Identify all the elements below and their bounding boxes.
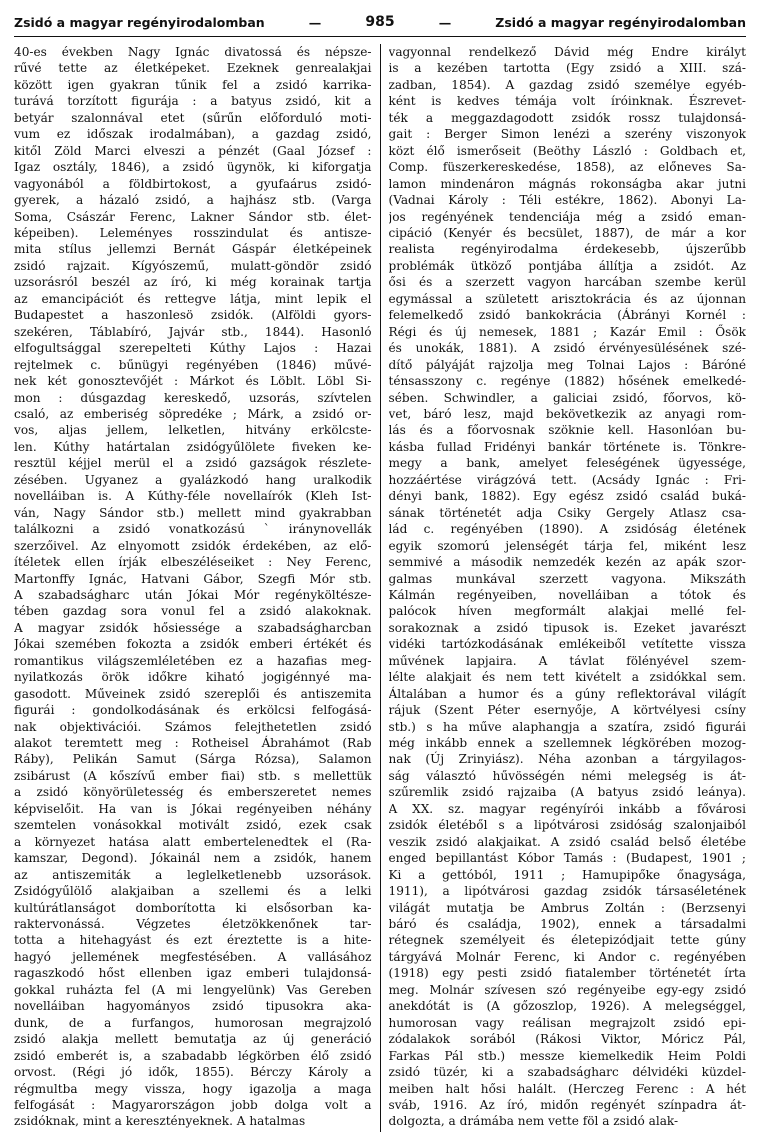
text-line: Zsidógyűlölő alakjaiban a szellemi és a lelki — [14, 884, 372, 899]
text-line: alakot teremtett meg : Rotheisel Ábrahámot (Rab — [14, 736, 372, 751]
text-line: művének lapjaira. A távlat fölényével szem- — [388, 653, 746, 668]
text-line: semmivé a második nemzedék kezén az apák szor- — [388, 555, 746, 570]
text-line: len. Kúthy határtalan zsidógyűlölete fiveken ke- — [14, 439, 372, 454]
text-line: totta a hitehagyást és ezt éreztette is a hite- — [14, 933, 372, 948]
text-line: rájuk (Szent Péter esernyője, A körtvélyesi csíny — [388, 703, 746, 718]
text-line: Jókai szemében fokozta a zsidók emberi értékét és — [14, 637, 372, 652]
text-line: ték a meggazdagodott zsidók rossz tulajdonsá- — [388, 110, 746, 125]
text-line: zsidó tüzér, ki a szabadságharc délvidéki küzdel- — [388, 1065, 746, 1080]
text-line: problémák ütköző pontjába állítja a zsidót. Az — [388, 258, 746, 273]
text-line: (1918) egy pesti zsidó fiatalember történetét írta — [388, 966, 746, 981]
text-line: zsidó emberét is, a szabadabb légkörben élő zsidó — [14, 1048, 372, 1063]
text-line: zsidó rajzait. Kígyószemű, mulatt-göndör zsidó — [14, 258, 372, 273]
text-line: a zsidó könyörületesség és emberszeretet nemes — [14, 785, 372, 800]
header-left-title: Zsidó a magyar regényirodalomban — [14, 14, 265, 30]
text-line: meiben halt hősi halált. (Herczeg Ferenc : A hét — [388, 1081, 746, 1096]
text-line: Comp. füszerkereskedése, 1858), az előneves Sa- — [388, 160, 746, 175]
text-line: közt élő ismerőseit (Beöthy László : Goldbach et, — [388, 143, 746, 158]
text-line: 1911), a lipótvárosi gazdag zsidók társaséletének — [388, 884, 746, 899]
text-line: zsidók életéből s a lipótvárosi zsidóság szalonjaiból — [388, 818, 746, 833]
text-line: lélte alakjait és nem tett kivételt a zsidókkal sem. — [388, 670, 746, 685]
text-line: enged bepillantást Kóbor Tamás : (Budapest, 1901 ; — [388, 851, 746, 866]
text-line: betyár szalonnával etet (sűrűn előforduló moti- — [14, 110, 372, 125]
text-line: megy a bank, amelyet feleségének ügyessége, — [388, 456, 746, 471]
header-dash-right: — — [438, 14, 452, 30]
text-columns — [14, 44, 746, 1132]
text-line: sében. Schwindler, a galiciai zsidó, főorvos, kö- — [388, 390, 746, 405]
text-line: Régi és új nemesek, 1881 ; Kazár Emil : Ősök — [388, 324, 746, 339]
text-line: raktervonássá. Végzetes életzökkenőnek tar- — [14, 917, 372, 932]
text-line: zésében. Ugyanez a gyalázkodó hang uralkodik — [14, 472, 372, 487]
text-line: A szabadságharc után Jókai Mór regényköltésze- — [14, 587, 372, 602]
text-line: báró és családja, 1902), ennek a társadalmi — [388, 917, 746, 932]
text-line: lád c. regényében (1890). A zsidóság életének — [388, 522, 746, 537]
text-line: vidéki tartózkodásának emlékeiből vetítette vissza — [388, 637, 746, 652]
text-line: Martonffy Ignác, Hatvani Gábor, Szegfi Mór stb. — [14, 571, 372, 586]
text-line: sorakoznak a zsidó tipusok is. Ezeket javarészt — [388, 620, 746, 635]
column-divider — [380, 44, 381, 1132]
text-line: anekdótát is (A gőzoszlop, 1926). A melegséggel, — [388, 999, 746, 1014]
text-line: galmas munkával szerzett vagyona. Mikszáth — [388, 571, 746, 586]
text-line: szemtelen vonásokkal motivált zsidó, ezek csak — [14, 818, 372, 833]
text-line: nyilatkozás örök időkre kiható jogigénnyé ma- — [14, 670, 372, 685]
text-line: még inkább ennek a szellemnek légkörében mozog- — [388, 736, 746, 751]
text-line: Ki a gettóból, 1911 ; Hamupipőke őnagysága, — [388, 867, 746, 882]
text-line: zódalakok sorából (Rákosi Viktor, Móricz Pál, — [388, 1032, 746, 1047]
text-line: kitől Zöld Marci elveszi a pénzét (Gaal József : — [14, 143, 372, 158]
header-dash-left: — — [308, 14, 322, 30]
text-line: Igaz osztály, 1846), a zsidó ügynök, ki kiforgatja — [14, 160, 372, 175]
text-line: gasodott. Műveinek zsidó szereplői és antiszemita — [14, 686, 372, 701]
page-number: 985 — [365, 14, 395, 30]
text-line: szűremlik zsidó rajzaiba (A batyus zsidó leánya). — [388, 785, 746, 800]
text-line: vagyonából a földbirtokost, a gyufaárus zsidó- — [14, 176, 372, 191]
text-line: Farkas Pál stb.) messze kiemelkedik Heim Poldi — [388, 1048, 746, 1063]
text-line: A magyar zsidók hősiessége a szabadságharcban — [14, 620, 372, 635]
text-line: hozzáértése virágzóvá tett. (Acsády Ignác : Fri- — [388, 472, 746, 487]
text-line: régmultba megy vissza, hogy igazolja a maga — [14, 1081, 372, 1096]
text-line: vos, aljas jellem, lelketlen, hitvány erkölcste- — [14, 423, 372, 438]
text-line: Kálmán regényeiben, novelláiban a tótok és — [388, 587, 746, 602]
text-line: dolgozta, a drámába nem vette föl a zsidó alak- — [388, 1114, 679, 1129]
text-line: novelláiban is. A Kúthy-féle novellaírók (Kleh Ist- — [14, 489, 372, 504]
text-line: ként is kedves témája volt íróinknak. Észrevet- — [388, 94, 746, 109]
text-line: az emancipációt és rettegve látja, mint lepik el — [14, 291, 372, 306]
text-line: nek két gonosztevőjét : Márkot és Löblt. Löbl Si- — [14, 374, 372, 389]
text-line: zsidóknak, mint a keresztényeknek. A hatalmas — [14, 1114, 306, 1129]
text-line: uzsorásról beszél az író, ki még korainak tartja — [14, 275, 372, 290]
text-line: felfogását : Magyarországon jobb dolga volt a — [14, 1098, 372, 1112]
text-line: kásba fullad Fridényi bankár története is. Tönkre- — [388, 439, 746, 454]
text-line: realista regényirodalma érdekesebb, újszerűbb — [388, 242, 746, 257]
text-line: elfogultsággal szerepelteti Kúthy Lajos : Hazai — [14, 341, 372, 356]
text-line: között igen gyakran tűnik fel a zsidó karrika- — [14, 77, 372, 92]
text-line: mita stílus jellemzi Bernát Gáspár életképeinek — [14, 242, 372, 257]
text-line: ősi és a szerzett vagyon harcában szembe kerül — [388, 275, 746, 290]
text-line: orvost. (Régi jó idők, 1855). Bérczy Károly a — [14, 1065, 372, 1080]
text-line: dítő pályáját rajzolja meg Tolnai Lajos : Báróné — [388, 357, 746, 372]
text-line: találkozni a zsidó vonatkozású ` iránynovellák — [14, 522, 372, 537]
text-line: Általában a humor és a gúny reflektorával világít — [388, 686, 746, 701]
text-line: zsidó alakja mellett bemutatja az új generáció — [14, 1032, 372, 1047]
text-line: hagyó jellemének megfestésében. A vallásához — [14, 949, 372, 964]
text-line: (Vadnai Károly : Téli estékre, 1862). Abonyi La- — [388, 193, 746, 208]
text-line: is a kezében tartotta (Egy zsidó a XIII. szá- — [388, 61, 746, 76]
text-line: nak (Új Zrinyiász). Néha azonban a tárgyilagos- — [388, 752, 746, 767]
text-line: kamszar, Degond). Jókainál nem a zsidók, hanem — [14, 851, 372, 866]
text-line: jos regényének tendenciája még a zsidó eman- — [388, 209, 746, 224]
text-line: szerzőivel. Az elnyomott zsidók érdekében, az elő- — [14, 538, 372, 553]
running-header — [14, 8, 746, 37]
text-line: A XX. sz. magyar regényírói inkább a fővárosi — [388, 801, 746, 816]
text-line: sváb, 1916. Az író, midőn regényét színpadra át- — [388, 1098, 746, 1112]
text-line: figurái : gondolkodásának és erkölcsi felfogásá- — [14, 703, 372, 718]
text-line: humorosan vagy reálisan megrajzolt zsidó epi- — [388, 1015, 746, 1030]
text-line: rűvé tette az életképeket. Ezeknek genrealakjai — [14, 61, 372, 76]
text-line: lás és a főorvosnak szöknie kell. Hasonlóan bu- — [388, 423, 746, 438]
text-line: egymással a született arisztokrácia és az újonnan — [388, 291, 746, 306]
text-line: dunk, de a furfangos, humorosan megrajzoló — [14, 1015, 372, 1030]
text-line: az antiszemiták a leglelketlenebb uzsorások. — [14, 867, 372, 882]
text-line: rétegnek személyeit és életepizódjait tette gúny — [388, 933, 746, 948]
text-line: Ráby), Pelikán Samut (Sárga Rózsa), Salamon — [14, 752, 372, 767]
header-right-title: Zsidó a magyar regényirodalomban — [495, 14, 746, 30]
text-line: vet, báró lesz, majd bekövetkezik az anyagi rom- — [388, 406, 746, 421]
text-line: világát mutatja be Ambrus Zoltán : (Berzsenyi — [388, 900, 746, 915]
text-line: lamon mindenáron mágnás rokonságba akar jutni — [388, 176, 746, 191]
text-line: egyik szomorú jelenségét tárja fel, miként lesz — [388, 538, 746, 553]
text-line: palócok híven megformált alakjai mellé fel- — [388, 604, 746, 619]
text-line: novelláiban hagyományos zsidó tipusokra aka- — [14, 999, 372, 1014]
text-line: ténsasszony c. regénye (1882) hősének emelkedé- — [388, 374, 746, 389]
text-line: Soma, Császár Ferenc, Lakner Sándor stb. élet- — [14, 209, 372, 224]
text-line: stb.) s ha műve alaphangja a szatíra, zsidó figurái — [388, 719, 746, 734]
text-line: nak objektivációi. Számos felejthetetlen zsidó — [14, 719, 372, 734]
text-line: gyerek, a házaló zsidó, a hajhász stb. (Varga — [14, 193, 372, 208]
text-line: felemelkedő zsidó bankokrácia (Ábrányi Kornél : — [388, 308, 746, 323]
text-line: sának történetét adja Csiky Gergely Atlasz csa- — [388, 505, 746, 520]
text-line: veszik zsidó alakjaikat. A zsidó család belső életébe — [388, 834, 746, 849]
text-line: ság választó hűvösségén némi melegség is át- — [388, 768, 746, 783]
text-line: mon : dúsgazdag kereskedő, uzsorás, szívtelen — [14, 390, 372, 405]
text-line: romantikus világszemléletében ez a hazafias meg- — [14, 653, 372, 668]
text-line: gokkal ruházta fel (A mi lengyelünk) Vas Gereben — [14, 982, 372, 997]
text-line: csaló, az emberiség söpredéke ; Márk, a zsidó or- — [14, 406, 372, 421]
text-line: resztül kéjjel merül el a zsidó gazságok részlete- — [14, 456, 372, 471]
text-line: Budapestet a haszonlesö zsidók. (Alföldi gyors- — [14, 308, 372, 323]
text-line: rejtelmek c. bűnügyi regényében (1846) művé- — [14, 357, 372, 372]
text-line: turává torzított figurája : a batyus zsidó, kit a — [14, 94, 372, 109]
text-line: a környezet hatása alatt embertelenedtek el (Ra- — [14, 834, 372, 849]
text-line: és unokák, 1881). A zsidó érvényesülésének szé- — [388, 341, 746, 356]
text-line: dényi bank, 1882). Egy egész zsidó család buká- — [388, 489, 746, 504]
text-line: meg. Molnár szívesen szó regényeibe egy-egy zsidó — [388, 982, 746, 997]
text-line: zadban, 1854). A gazdag zsidó személye egyéb- — [388, 77, 746, 92]
text-line: tárgyává Molnár Ferenc, ki Andor c. regényében — [388, 949, 746, 964]
text-line: képeiben). Leleményes rosszindulat és antisze- — [14, 225, 372, 240]
text-line: szekéren, Táblabíró, Jajvár stb., 1844). Hasonló — [14, 324, 372, 339]
text-line: ván, Nagy Sándor stb.) mellett mind gyakrabban — [14, 505, 372, 520]
text-line: ítéletek ellen írják elbeszéléseiket : Ney Ferenc, — [14, 555, 372, 570]
text-line: vagyonnal rendelkező Dávid még Endre királyt — [388, 45, 746, 59]
text-line: 40-es években Nagy Ignác divatossá és népsze- — [14, 45, 372, 59]
text-line: képviselőit. Ha van is Jókai regényeiben néhány — [14, 801, 372, 816]
text-line: kultúrátlanságot domborította ki elsősorban ka- — [14, 900, 372, 915]
left-column — [14, 44, 372, 1132]
right-column — [389, 44, 747, 1132]
text-line: gait : Berger Simon lenézi a szerény viszonyok — [388, 127, 746, 142]
text-line: tében gazdag sora vonul fel a zsidó alakoknak. — [14, 604, 372, 619]
text-line: vum ez időszak irodalmában), a gazdag zsidó, — [14, 127, 372, 142]
text-line: ragaszkodó hőst ellenben igaz emberi tulajdonsá- — [14, 966, 372, 981]
text-line: cipáció (Kenyér és becsület, 1887), de már a kor — [388, 225, 746, 240]
text-line: zsibárust (A kőszívű ember fiai) stb. s mellettük — [14, 768, 372, 783]
